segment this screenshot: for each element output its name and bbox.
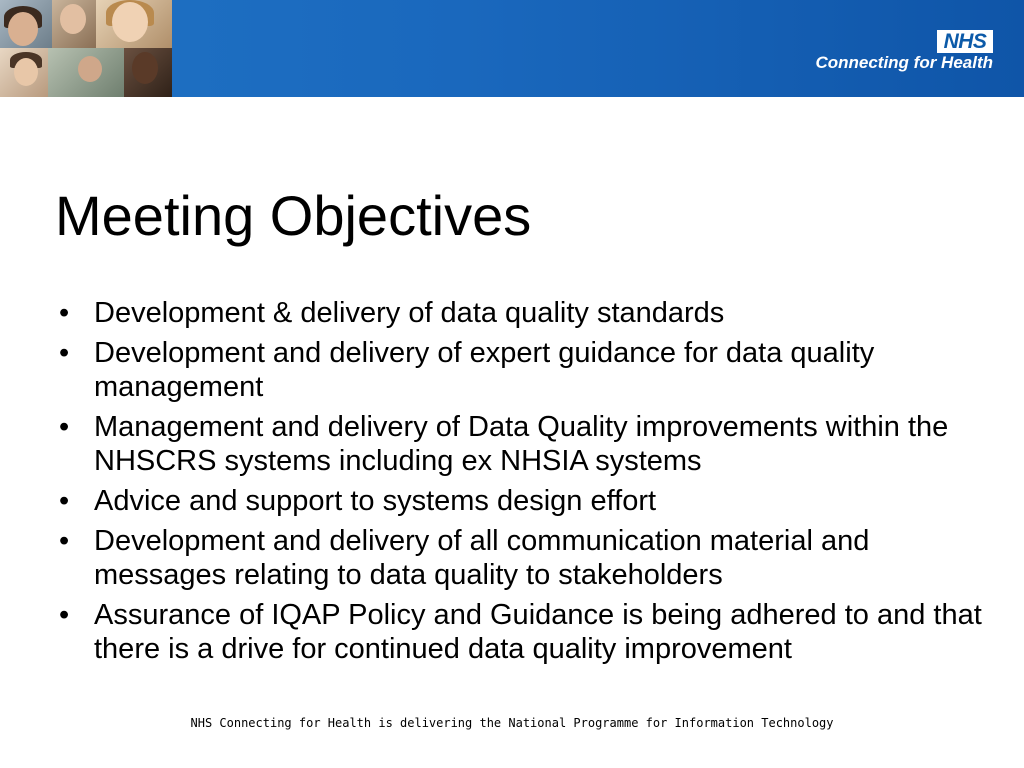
bullet-icon: • [59, 485, 70, 517]
bullet-icon: • [59, 297, 70, 329]
bullet-icon: • [59, 599, 70, 631]
nhs-logo: NHS [937, 30, 993, 53]
bullet-item [55, 410, 985, 478]
bullet-icon: • [59, 525, 70, 557]
bullet-item [55, 524, 985, 592]
bullet-list [55, 296, 985, 672]
logo-tagline: Connecting for Health [815, 53, 993, 72]
bullet-item [55, 296, 985, 330]
bullet-icon: • [59, 337, 70, 369]
bullet-text: Development and delivery of all communication material and messages relating to data quality to stakeholders [94, 525, 870, 591]
header-banner [0, 0, 1024, 97]
bullet-text: Assurance of IQAP Policy and Guidance is being adhered to and that there is a drive for continued data quality improvement [94, 599, 982, 665]
bullet-text: Development & delivery of data quality standards [94, 297, 725, 329]
bullet-text: Development and delivery of expert guidance for data quality management [94, 337, 875, 403]
slide-title: Meeting Objectives [55, 184, 532, 247]
bullet-icon: • [59, 411, 70, 443]
bullet-item [55, 484, 985, 518]
bullet-item [55, 598, 985, 666]
bullet-text: Management and delivery of Data Quality improvements within the NHSCRS systems including ex NHSIA systems [94, 411, 949, 477]
staff-photo-collage-icon [0, 0, 172, 97]
bullet-item [55, 336, 985, 404]
footer-text: NHS Connecting for Health is delivering the National Programme for Information Technology [190, 716, 834, 730]
bullet-text: Advice and support to systems design effort [94, 485, 657, 517]
